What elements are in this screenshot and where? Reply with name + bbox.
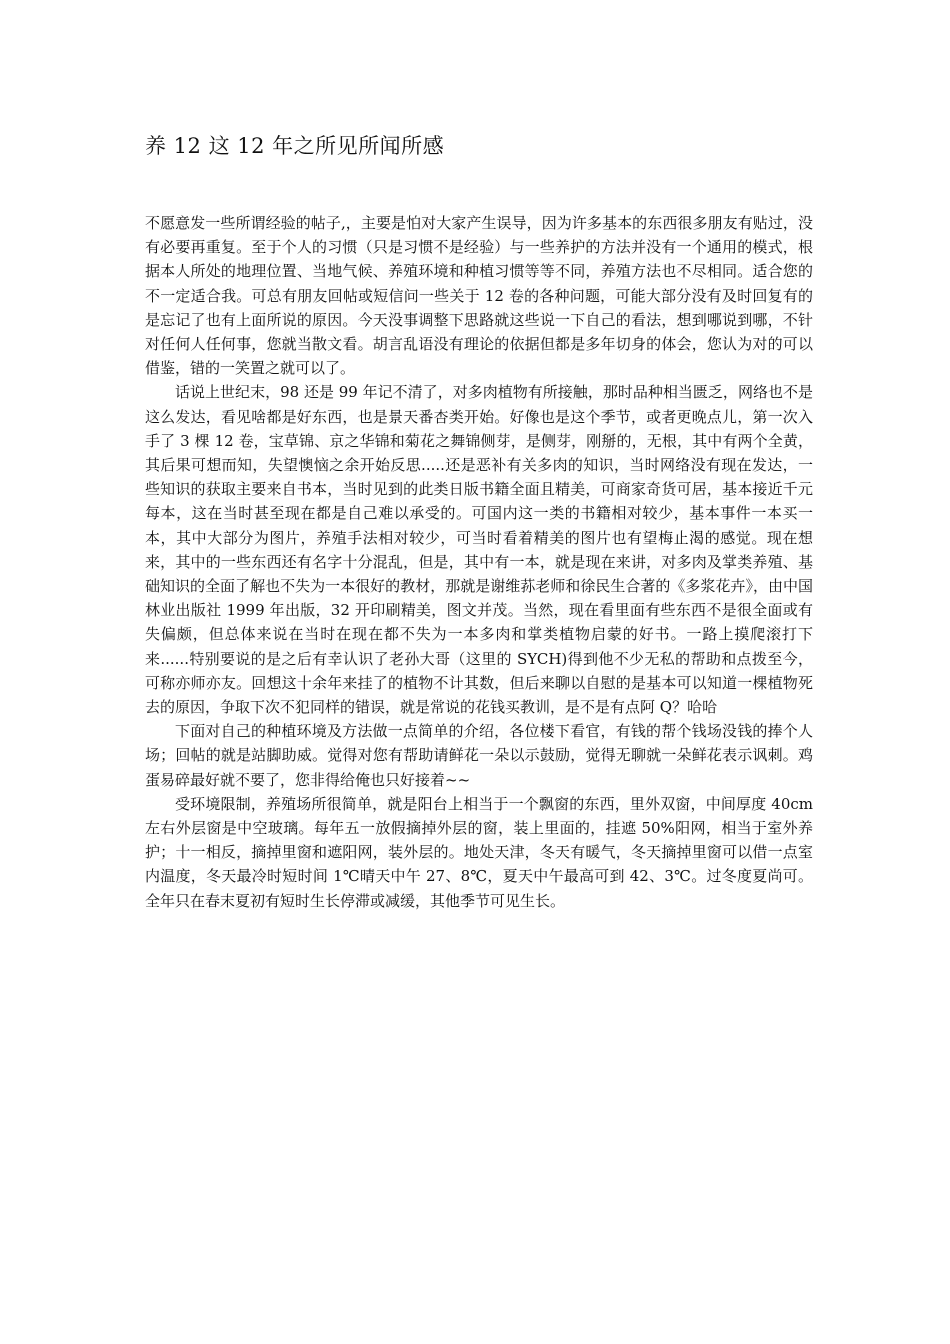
paragraph-environment: 受环境限制，养殖场所很简单，就是阳台上相当于一个飘窗的东西，里外双窗，中间厚度 40cm 左右外层窗是中空玻璃。每年五一放假摘掉外层的窗，装上里面的，挂遮 50%阳网，相当于室外养护；十一相反，摘掉里窗和遮阳网，装外层的。地处天津，冬天有暖气，冬天摘掉里窗可以借一点室内温度，冬天最冷时短时间 1℃晴天中午 27、8℃，夏天中午最高可到 42、3℃。过冬度夏尚可。全年只在春末夏初有短时生长停滞或减缓，其他季节可见生长。 [145,794,813,910]
paragraph-intro: 不愿意发一些所谓经验的帖子,，主要是怕对大家产生误导，因为许多基本的东西很多朋友有贴过，没有必要再重复。至于个人的习惯（只是习惯不是经验）与一些养护的方法并没有一个通用的模式，根据本人所处的地理位置、当地气候、养殖环境和种植习惯等等不同，养殖方法也不尽相同。适合您的不一定适合我。可总有朋友回帖或短信问一些关于 12 卷的各种问题，可能大部分没有及时回复有的是忘记了也有上面所说的原因。今天没事调整下思路就这些说一下自己的看法，想到哪说到哪，不针对任何人任何事，您就当散文看。胡言乱语没有理论的依据但都是多年切身的体会，您认为对的可以借鉴，错的一笑置之就可以了。 [145,214,813,378]
paragraph-history: 话说上世纪末，98 还是 99 年记不清了，对多肉植物有所接触，那时品种相当匮乏，网络也不是这么发达，看见啥都是好东西，也是景天番杏类开始。好像也是这个季节，或者更晚点儿，第一次入手了 3 棵 12 卷，宝草锦、京之华锦和菊花之舞锦侧芽，是侧芽，刚掰的，无根，其中有两个全黄，其后果可想而知，失望懊恼之余开始反思.....还是恶补有关多肉的知识，当时网络没有现在发达，一些知识的获取主要来自书本，当时见到的此类日版书籍全面且精美，可商家奇货可居，基本接近千元每本，这在当时甚至现在都是自己难以承受的。可国内这一类的书籍相对较少，基本事件一本买一本，其中大部分为图片，养殖手法相对较少，可当时看着精美的图片也有望梅止渴的感觉。现在想来，其中的一些东西还有名字十分混乱，但是，其中有一本，就是现在来讲，对多肉及掌类养殖、基础知识的全面了解也不失为一本很好的教材，那就是谢维荪老师和徐民生合著的《多浆花卉》，由中国林业出版社 1999 年出版，32 开印刷精美，图文并茂。当然，现在看里面有些东西不是很全面或有失偏颇，但总体来说在当时在现在都不失为一本多肉和掌类植物启蒙的好书。一路上摸爬滚打下来......特别要说的是之后有幸认识了老孙大哥（这里的 SYCH)得到他不少无私的帮助和点拨至今，可称亦师亦友。回想这十余年来挂了的植物不计其数，但后来聊以自慰的是基本可以知道一棵植物死去的原因，争取下次不犯同样的错误，就是常说的花钱买教训，是不是有点阿 Q？哈哈 [145,383,813,717]
document-title: 养 12 这 12 年之所见所闻所感 [145,134,445,158]
document-body [145,211,813,913]
paragraph-method-intro: 下面对自己的种植环境及方法做一点简单的介绍，各位楼下看官，有钱的帮个钱场没钱的捧个人场；回帖的就是站脚助威。觉得对您有帮助请鲜花一朵以示鼓励，觉得无聊就一朵鲜花表示讽刺。鸡蛋易碎最好就不要了，您非得给俺也只好接着~~ [145,722,813,789]
